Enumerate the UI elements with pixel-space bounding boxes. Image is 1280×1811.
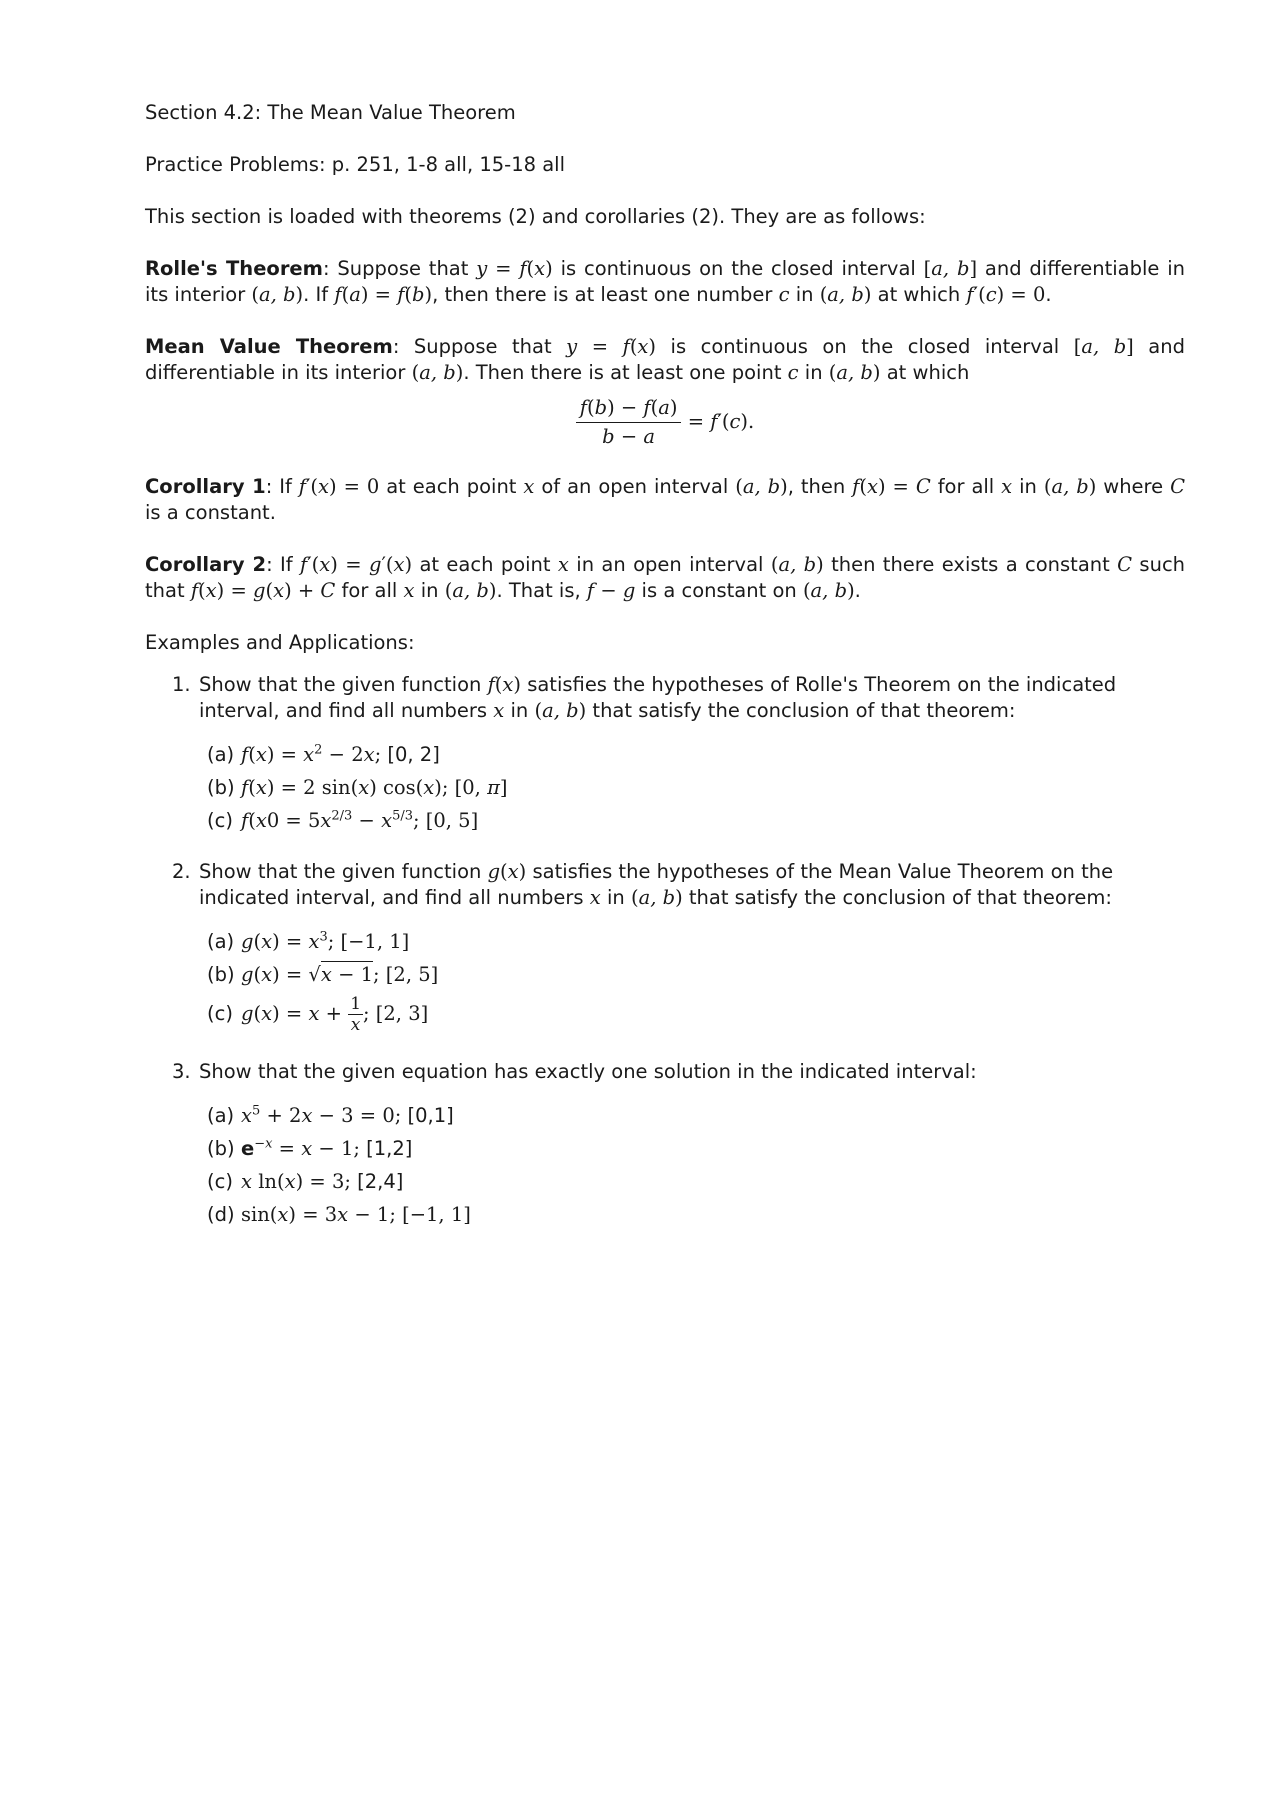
problem-2: 2. Show that the given function g(x) satisfies the hypotheses of the Mean Value Theorem on the indicated interval, and find all numbers x in (a, b) that satisfy the conclusion of that theorem: (a) $g(x) = x^3$; [−1, 1] (b) g(x) = √x − 1; [2, 5] (c) g(x) = x + $\frac{1}{x}$ ; [2, 3] (145, 859, 1185, 1037)
rolles-theorem: Rolle's Theorem: Suppose that y = f(x) is continuous on the closed interval [a, b] and differentiable in its interior (a, b). If f(a) = f(b), then there is at least one number c in (a, b) at which f′(c) = 0. (145, 257, 1185, 306)
mvt-equation: $\frac{f(b) - f(a)}{b - a}$ = f′(c). (145, 394, 1185, 450)
problem-2b: (b) g(x) = √x − 1; [2, 5] (207, 963, 439, 986)
problem-1a: (a) $f(x) = x^2 - 2x$; [0, 2] (207, 742, 440, 766)
corollary-1: Corollary 1: If f′(x) = 0 at each point x of an open interval (a, b), then f(x) = C for all x in (a, b) where C is a constant. (145, 475, 1186, 524)
problem-2-parts (199, 925, 1185, 1037)
corollary-2: Corollary 2: If f′(x) = g′(x) at each point x in an open interval (a, b) then there exists a constant C such that f(x) = g(x) + C for all x in (a, b). That is, f − g is a constant on (a, b). (145, 553, 1186, 602)
problem-3a: (a) $x^5 + 2x - 3 = 0$; [0,1] (207, 1103, 454, 1127)
problem-3c: (c) x ln(x) = 3; [2,4] (207, 1170, 404, 1193)
corollary-1-name: Corollary 1 (145, 475, 266, 498)
problem-3: 3. Show that the given equation has exactly one solution in the indicated interval: (a) $x^5 + 2x - 3 = 0$; [0,1] (b) $e^{-x} = x - 1$; [1,2] (c) x ln(x) = 3; [2,4] (d) sin(x) = 3x − 1; [−1, 1] (145, 1059, 1185, 1231)
section-title: Section 4.2: The Mean Value Theorem (145, 101, 516, 124)
intro-text: This section is loaded with theorems (2) and corollaries (2). They are as follows: (145, 205, 926, 228)
problem-3d: (d) sin(x) = 3x − 1; [−1, 1] (207, 1203, 471, 1226)
rolles-theorem-name: Rolle's Theorem (145, 257, 323, 280)
mean-value-theorem: Mean Value Theorem: Suppose that y = f(x) is continuous on the closed interval [a, b] and differentiable in its interior (a, b). Then there is at least one point c in (a, b) at which (145, 335, 1185, 384)
problem-2c: (c) g(x) = x + $\frac{1}{x}$ ; [2, 3] (207, 994, 429, 1035)
corollary-2-name: Corollary 2 (145, 553, 267, 576)
problem-1: 1. Show that the given function f(x) satisfies the hypotheses of Rolle's Theorem on the indicated interval, and find all numbers x in (a, b) that satisfy the conclusion of that theorem: (a) $f(x) = x^2 - 2x$; [0, 2] (b) f(x) = 2 sin(x) cos(x); [0, π] (c) $f(x0 = 5x^{2/3} - x^{5/3}$; [0, 5] (145, 672, 1185, 837)
problem-3-parts (199, 1099, 1185, 1231)
problem-2a: (a) $g(x) = x^3$; [−1, 1] (207, 929, 410, 953)
problem-1-parts (199, 738, 1185, 837)
problem-3b: (b) $e^{-x} = x - 1$; [1,2] (207, 1136, 413, 1160)
problem-1c: (c) $f(x0 = 5x^{2/3} - x^{5/3}$; [0, 5] (207, 808, 479, 832)
practice-problems: Practice Problems: p. 251, 1-8 all, 15-18 all (145, 153, 566, 176)
mvt-fraction: $\frac{f(b) - f(a)}{b - a}$ (576, 394, 682, 451)
mvt-name: Mean Value Theorem (145, 335, 393, 358)
problem-1b: (b) f(x) = 2 sin(x) cos(x); [0, π] (207, 776, 508, 799)
problem-list (145, 672, 1185, 1231)
document-page (145, 100, 1185, 1253)
examples-heading: Examples and Applications: (145, 631, 415, 654)
